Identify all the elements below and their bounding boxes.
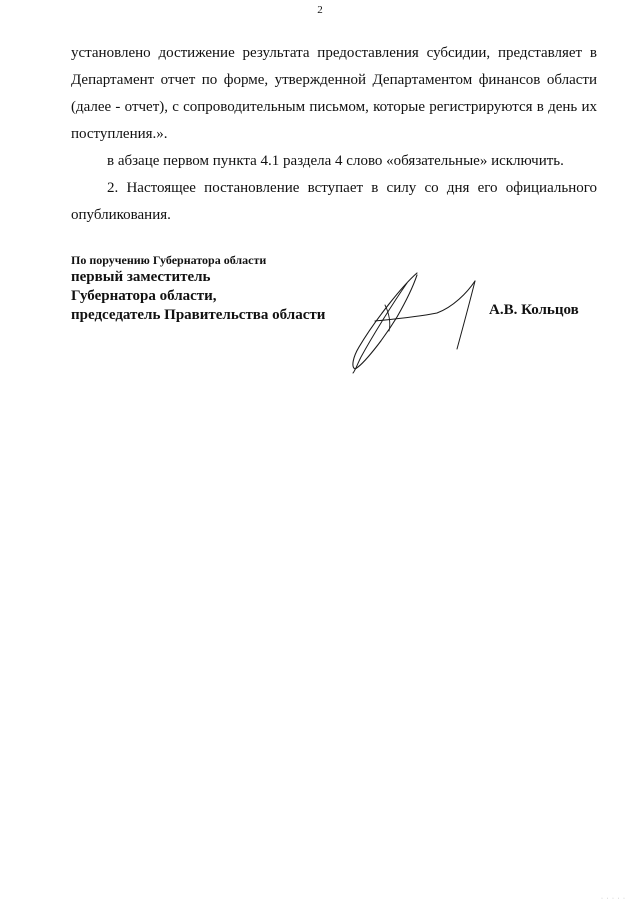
paragraph-effective-date: 2. Настоящее постановление вступает в силу со дня его официального опубликования. [71,180,597,223]
paragraph-continuation: установлено достижение результата предоставления субсидии, представляет в Департамент отчет по форме, утвержденной Департаментом финансов области (далее - отчет), с сопроводительным письмом, которые регистрируются в день их поступления.». [71,45,597,142]
signer-name: А.В. Кольцов [489,302,579,318]
paragraph-amendment: в абзаце первом пункта 4.1 раздела 4 слово «обязательные» исключить. [107,153,564,169]
document-body [71,40,597,229]
by-order-line: По поручению Губернатора области [71,253,267,267]
page-number: 2 [317,4,323,16]
corner-marks: · · · · · [601,896,626,902]
signature-block [71,252,325,325]
signer-title-line-2: Губернатора области, [71,288,217,304]
signer-title-line-3: председатель Правительства области [71,307,326,323]
handwritten-signature [345,265,490,375]
signer-title-line-1: первый заместитель [71,269,211,285]
